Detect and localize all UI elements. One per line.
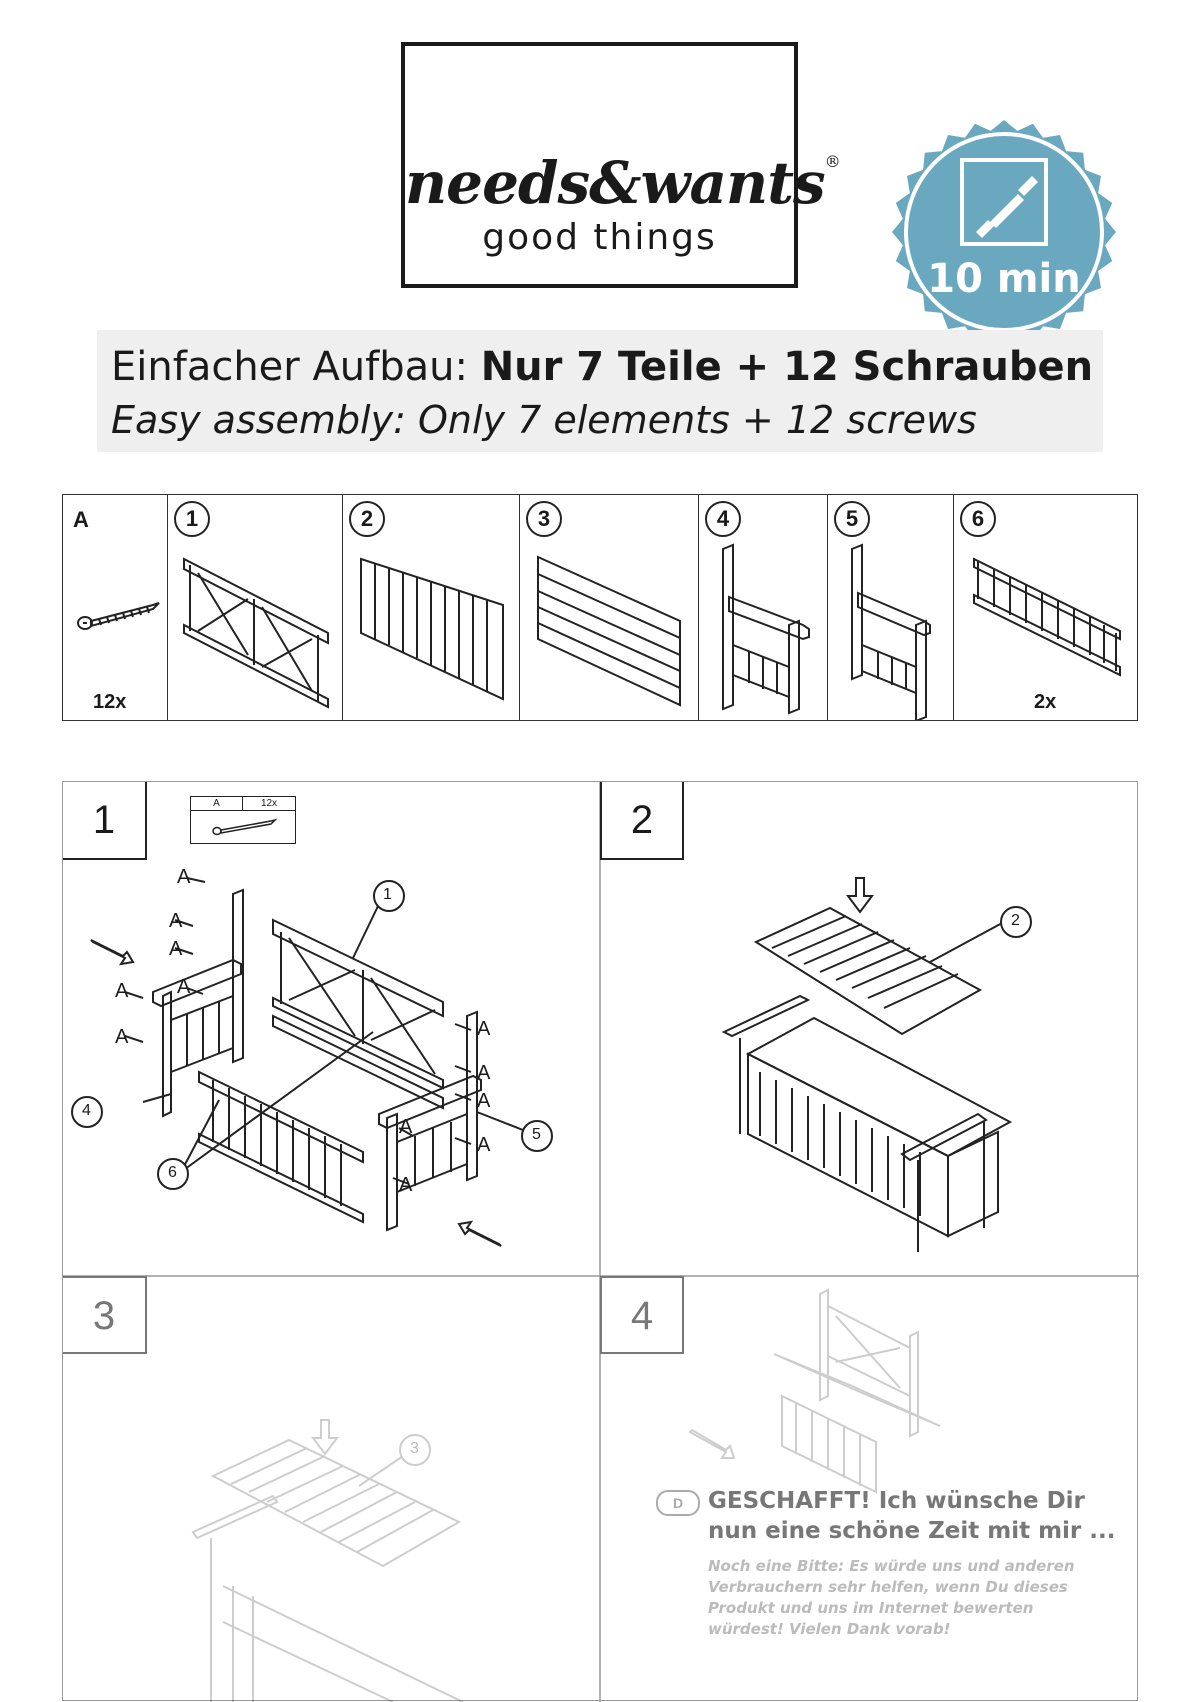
screw-callout: A bbox=[177, 976, 191, 998]
review-line: Verbrauchern sehr helfen, wenn Du dieses bbox=[708, 1578, 1068, 1596]
review-line: würdest! Vielen Dank vorab! bbox=[708, 1620, 951, 1638]
step-1 bbox=[63, 782, 600, 1276]
step-number: 4 bbox=[600, 1276, 684, 1354]
part-ref-callout: 4 bbox=[82, 1102, 91, 1119]
part-ref-callout: 6 bbox=[168, 1164, 177, 1181]
part-number: 1 bbox=[174, 501, 210, 537]
part-ref-callout: 2 bbox=[1011, 912, 1020, 929]
assembly-time: 10 min bbox=[927, 256, 1081, 302]
parts-list bbox=[62, 494, 1138, 721]
step-1-illustration bbox=[63, 782, 600, 1276]
screw-callout: A bbox=[115, 980, 129, 1002]
screw-callout: A bbox=[477, 1018, 491, 1040]
step-2-illustration bbox=[600, 782, 1137, 1276]
screw-quantity: 12x bbox=[243, 797, 295, 811]
part-label: A bbox=[73, 507, 89, 532]
part-cell-a bbox=[63, 495, 168, 720]
step-3-illustration bbox=[63, 1276, 600, 1702]
part-number: 6 bbox=[960, 501, 996, 537]
step-3 bbox=[63, 1276, 600, 1702]
assembly-time-badge bbox=[890, 118, 1118, 346]
headline-german: Einfacher Aufbau: Nur 7 Teile + 12 Schrauben bbox=[111, 344, 1094, 390]
brand-name: needs&wants® bbox=[405, 149, 840, 217]
side-frame-right-icon bbox=[828, 495, 954, 720]
part-number: 2 bbox=[349, 501, 385, 537]
review-line: Noch eine Bitte: Es würde uns und anderen bbox=[708, 1557, 1075, 1575]
step-number: 3 bbox=[63, 1276, 147, 1354]
language-badge: D bbox=[656, 1490, 700, 1516]
screw-callout: A bbox=[399, 1174, 413, 1196]
headline-banner bbox=[97, 330, 1103, 452]
brand-tagline: good things bbox=[482, 217, 717, 258]
slat-panel-icon bbox=[954, 495, 1136, 720]
done-title-line: nun eine schöne Zeit mit mir ... bbox=[708, 1518, 1116, 1544]
screw-callout: A bbox=[477, 1134, 491, 1156]
review-request bbox=[708, 1556, 1075, 1640]
part-quantity: 2x bbox=[1034, 691, 1057, 713]
part-number: 3 bbox=[526, 501, 562, 537]
screw-callout: A bbox=[169, 910, 183, 932]
done-title-line: GESCHAFFT! Ich wünsche Dir bbox=[708, 1488, 1085, 1514]
side-frame-left-icon bbox=[699, 495, 828, 720]
screw-callout: A bbox=[169, 938, 183, 960]
step-number: 2 bbox=[600, 782, 684, 860]
part-cell-5 bbox=[828, 495, 954, 720]
step-2 bbox=[600, 782, 1137, 1276]
part-cell-6 bbox=[954, 495, 1137, 720]
screw-label: A bbox=[191, 797, 243, 811]
screw-callout: A bbox=[115, 1026, 129, 1048]
part-quantity: 12x bbox=[93, 691, 127, 713]
headline-english: Easy assembly: Only 7 elements + 12 screws bbox=[111, 398, 977, 442]
brand-logo bbox=[401, 42, 840, 288]
backrest-panel-icon bbox=[168, 495, 343, 720]
assembly-steps bbox=[62, 781, 1138, 1701]
step-4 bbox=[600, 1276, 1137, 1702]
screw-callout: A bbox=[177, 866, 191, 888]
part-number: 4 bbox=[705, 501, 741, 537]
review-line: Produkt und uns im Internet bewerten bbox=[708, 1599, 1034, 1617]
step-number: 1 bbox=[63, 782, 147, 860]
part-cell-2 bbox=[343, 495, 520, 720]
part-cell-1 bbox=[168, 495, 343, 720]
screw-callout: A bbox=[477, 1062, 491, 1084]
screw-icon bbox=[63, 495, 168, 720]
part-ref-callout: 1 bbox=[383, 886, 392, 903]
badge-seal-shape bbox=[890, 118, 1118, 346]
bottom-panel-icon bbox=[520, 495, 699, 720]
lid-panel-icon bbox=[343, 495, 520, 720]
part-ref-callout: 5 bbox=[532, 1126, 541, 1143]
part-number: 5 bbox=[834, 501, 870, 537]
screw-callout: A bbox=[399, 1116, 413, 1138]
part-ref-callout: 3 bbox=[410, 1440, 419, 1457]
screw-callout: A bbox=[477, 1090, 491, 1112]
done-title bbox=[708, 1486, 1116, 1546]
part-cell-4 bbox=[699, 495, 828, 720]
part-cell-3 bbox=[520, 495, 699, 720]
registered-mark: ® bbox=[824, 152, 840, 171]
